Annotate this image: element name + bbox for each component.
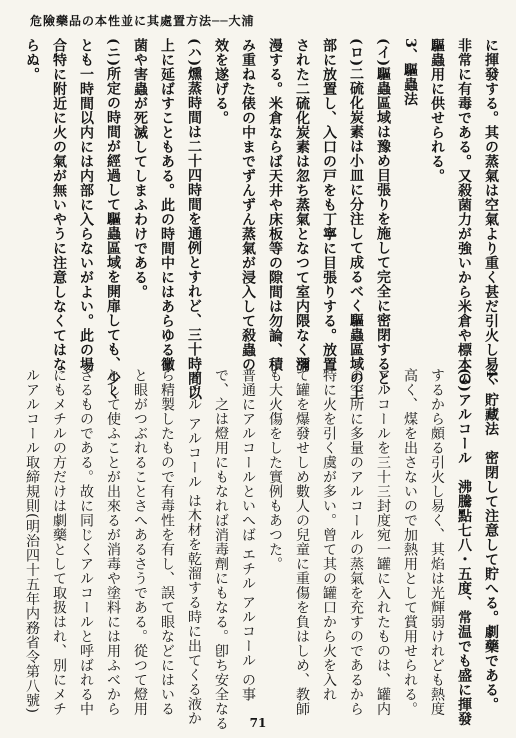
body-line: された二硫化炭素は忽ち蒸氣となつて室内隈なく瀰 xyxy=(294,38,310,372)
body-line: 漫する。米倉ならば天井や床板等の隙間は勿論、積 xyxy=(267,38,283,372)
body-line: と眼がつぶれることさへあるさうである。從つて燈用 xyxy=(132,368,148,716)
body-line: として使ふことが出來るが消毒や塗料には用ふべから xyxy=(105,368,121,716)
body-line: (ロ)二硫化炭素は小皿に分注して成るべく驅蟲區域の上 xyxy=(348,38,364,401)
body-line: 部に放置し、入口の戸をも丁寧に目張りする。放置 xyxy=(321,38,337,372)
body-line: 合特に附近に火の氣が無いやうに注意しなくてはな xyxy=(51,38,67,372)
body-line: に揮發する。其の蒸氣は空氣より重く甚だ引火し易く xyxy=(483,38,499,386)
section-heading: (3)アルコール 沸騰點七八・五度、常温でも盛に揮發 xyxy=(456,368,472,726)
body-line: 特に火を引く虞が多い。曾て其の罐口から火を入れ xyxy=(321,368,337,702)
body-line: にもメチルの方だけは劇藥として取扱はれ、別にメチ xyxy=(51,368,67,716)
body-line: ざるものである。故に同じくアルコールと呼ばれる中 xyxy=(78,368,94,716)
body-line: 效を遂げる。 xyxy=(213,38,229,125)
body-line: らぬ。 xyxy=(24,38,40,82)
running-header: 危險藥品の本性並に其處置方法──大浦 xyxy=(30,14,255,28)
body-line: 驅蟲用に供せられる。 xyxy=(429,38,445,183)
body-line: (ハ)燻蒸時間は二十四時間を通例とすれど、三十時間以 xyxy=(186,38,202,401)
body-line: (イ)驅蟲區域は豫め目張りを施して完全に密閉すると、 xyxy=(375,38,391,401)
body-line: 菌や害蟲が死滅してしまふわけである。 xyxy=(132,38,148,299)
body-line: ルアルコール取締規則(明治四十五年内務省令第八號) xyxy=(24,368,40,714)
body-line: も大火傷をした實例もあつた。 xyxy=(267,368,283,571)
body-line: とも一時間以内には内部に入らないがよい。此の場 xyxy=(78,38,94,372)
body-line: の空所に多量のアルコールの蒸氣を充すのであるから xyxy=(348,368,364,716)
body-line: で、之は燈用にもなれば消毒劑にもなる。卽ち安全なる xyxy=(213,368,229,731)
body-line: (ニ)所定の時間が經過して驅蟲區域を開扉しても、少く xyxy=(105,38,121,401)
body-line: 普通にアルコールといへば エチル アルコール の事 xyxy=(240,368,256,702)
body-line: メチル アルコール は木材を乾溜する時に出てくる液か xyxy=(186,368,202,726)
body-line: 4、貯藏法 密閉して注意して貯へる。劇藥である。 xyxy=(483,368,499,712)
section-heading: 3、驅蟲法 xyxy=(402,38,418,107)
body-line: アルコールを三十三封度宛一罐に入れたものは、罐内 xyxy=(375,368,391,716)
body-line: 上に延ばすこともある。此の時間中にはあらゆる黴 xyxy=(159,38,175,372)
body-line: 高く、煤を出さないので加熱用として賞用せられる。 xyxy=(402,368,418,716)
page-number: 71 xyxy=(249,716,267,730)
body-line: み重ねた俵の中までずんずん蒸氣が浸入して殺蟲の xyxy=(240,38,256,372)
body-line: するから頗る引火し易く、其焰は光輝弱けれども熱度 xyxy=(429,368,445,716)
body-line: 非常に有毒である。又殺菌力が強いから米倉や標本の xyxy=(456,38,472,386)
body-line: ら精製したもので有毒性を有し、誤て眼などにはいる xyxy=(159,368,175,716)
body-line: て罐を爆發せしめ數人の兒童に重傷を負はしめ、教師 xyxy=(294,368,310,716)
